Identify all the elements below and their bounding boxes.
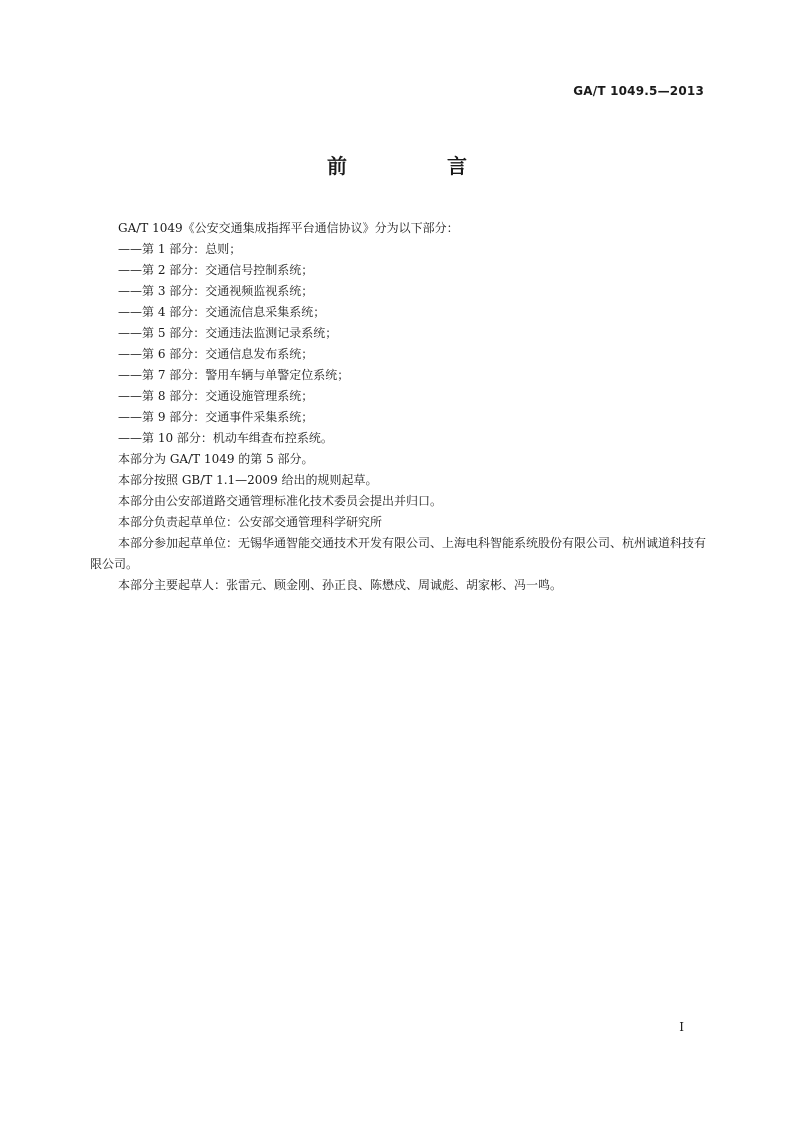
paragraph: 本部分为 GA/T 1049 的第 5 部分。 — [118, 452, 314, 466]
paragraph: 本部分由公安部道路交通管理标准化技术委员会提出并归口。 — [118, 494, 443, 508]
paragraph: 本部分主要起草人：张雷元、顾金刚、孙正良、陈懋戍、周诚彪、胡家彬、冯一鸣。 — [118, 578, 563, 592]
paragraph: 本部分参加起草单位：无锡华通智能交通技术开发有限公司、上海电科智能系统股份有限公司、杭州诚道科技有限公司。 — [90, 536, 707, 571]
foreword-content — [90, 218, 706, 596]
list-item: ——第 2 部分：交通信号控制系统； — [118, 263, 314, 277]
page-title: 前 言 — [327, 154, 507, 178]
list-item: ——第 9 部分：交通事件采集系统； — [118, 410, 314, 424]
list-item: ——第 8 部分：交通设施管理系统； — [118, 389, 314, 403]
list-item: ——第 3 部分：交通视频监视系统； — [118, 284, 314, 298]
list-item: ——第 10 部分：机动车缉查布控系统。 — [118, 431, 333, 445]
list-item: ——第 6 部分：交通信息发布系统； — [118, 347, 314, 361]
paragraph: GA/T 1049《公安交通集成指挥平台通信协议》分为以下部分： — [118, 221, 459, 235]
paragraph: 本部分按照 GB/T 1.1—2009 给出的规则起草。 — [118, 473, 378, 487]
paragraph: 本部分负责起草单位：公安部交通管理科学研究所 — [118, 515, 383, 529]
standard-code-header: GA/T 1049.5—2013 — [573, 84, 704, 98]
list-item: ——第 7 部分：警用车辆与单警定位系统； — [118, 368, 350, 382]
list-item: ——第 1 部分：总则； — [118, 242, 242, 256]
page-number: I — [679, 1020, 684, 1034]
list-item: ——第 4 部分：交通流信息采集系统； — [118, 305, 326, 319]
list-item: ——第 5 部分：交通违法监测记录系统； — [118, 326, 338, 340]
